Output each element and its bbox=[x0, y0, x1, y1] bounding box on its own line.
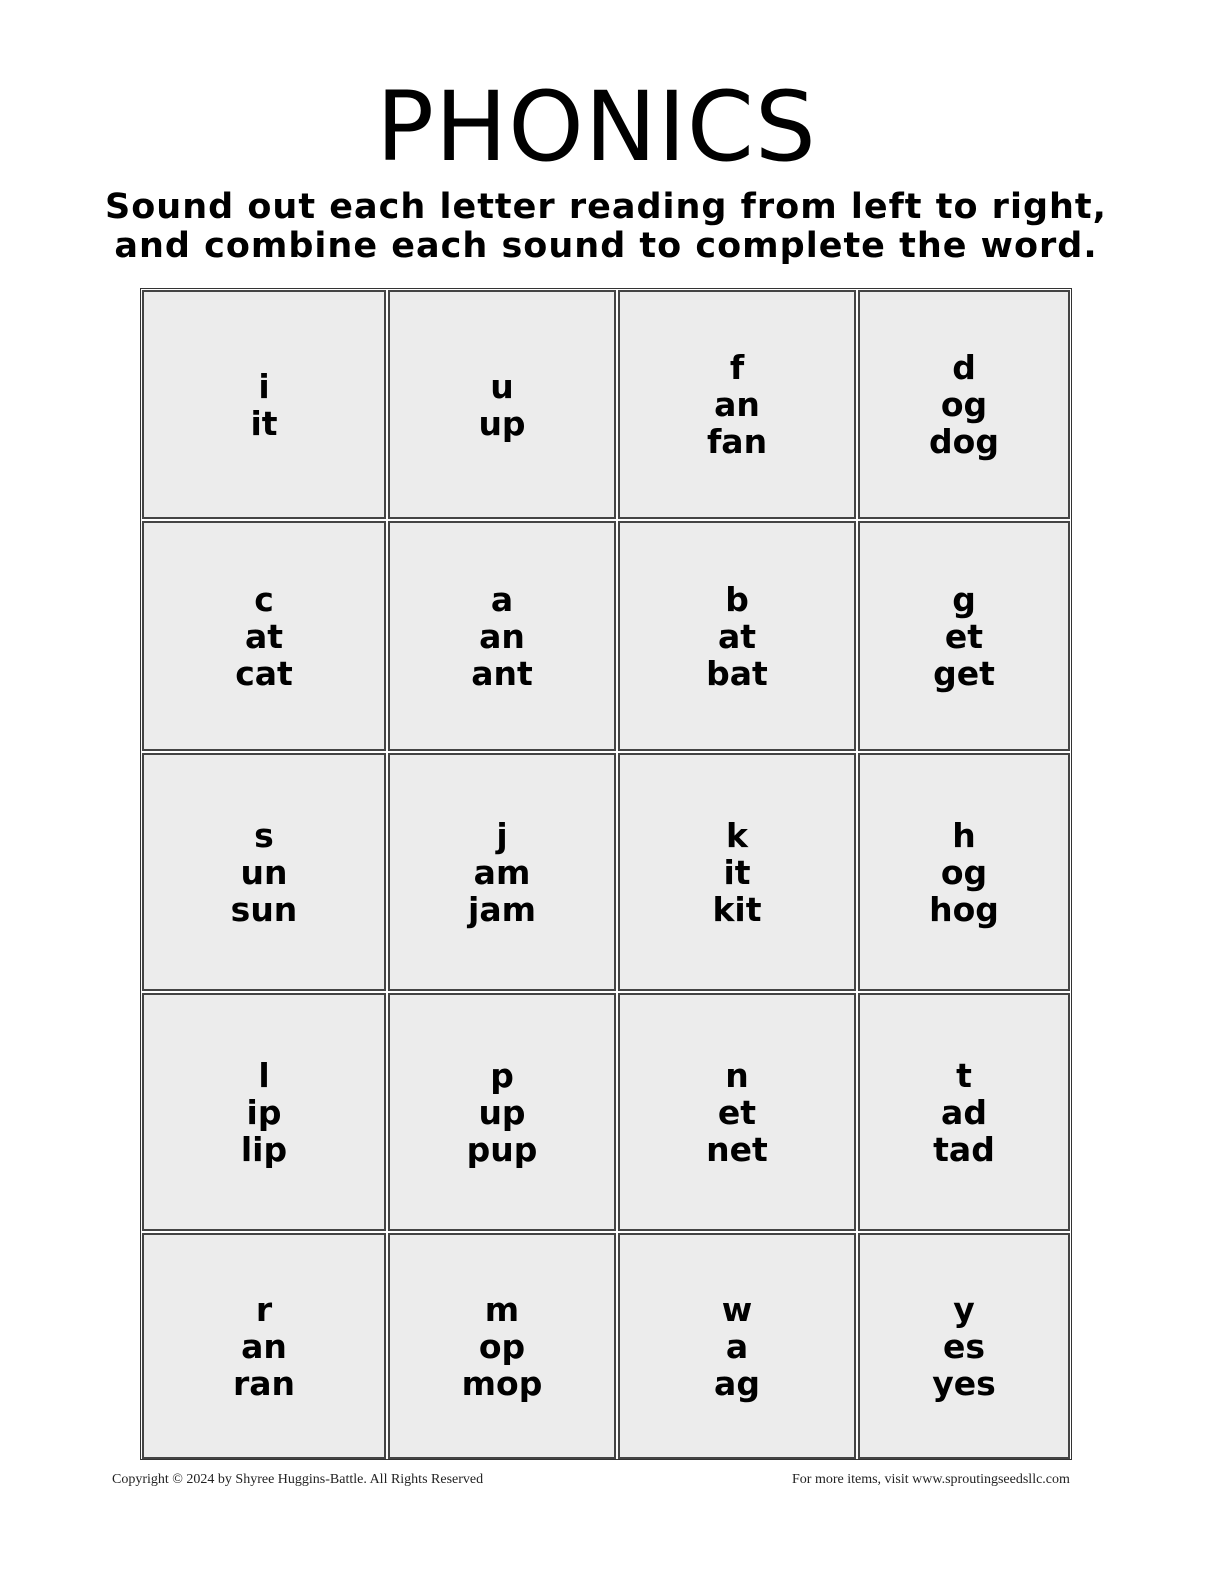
card-ending: an bbox=[714, 385, 760, 424]
phonics-card bbox=[142, 1233, 386, 1459]
instructions-line-2: and combine each sound to complete the word. bbox=[114, 226, 1098, 266]
phonics-card bbox=[618, 1233, 856, 1459]
card-word: dog bbox=[929, 422, 999, 461]
card-sound: u bbox=[490, 366, 514, 406]
card-word: fan bbox=[706, 422, 768, 461]
card-sound: b bbox=[725, 579, 749, 619]
card-ending: up bbox=[478, 403, 526, 443]
phonics-card bbox=[388, 521, 616, 751]
card-word: kit bbox=[712, 889, 762, 929]
card-ending: it bbox=[723, 852, 751, 892]
card-ending: it bbox=[250, 403, 278, 443]
card-word: yes bbox=[932, 1363, 996, 1403]
card-ending: ip bbox=[246, 1092, 282, 1132]
card-word: mop bbox=[461, 1363, 543, 1403]
card-ending: up bbox=[478, 1092, 526, 1132]
phonics-card bbox=[858, 290, 1070, 519]
card-sound: w bbox=[721, 1289, 753, 1329]
phonics-card bbox=[142, 753, 386, 991]
card-ending: et bbox=[944, 616, 984, 656]
phonics-card bbox=[858, 753, 1070, 991]
card-ending: et bbox=[717, 1092, 757, 1132]
card-word: net bbox=[706, 1129, 768, 1169]
phonics-card bbox=[388, 753, 616, 991]
card-word: sun bbox=[230, 889, 298, 929]
phonics-card bbox=[858, 1233, 1070, 1459]
card-sound: l bbox=[258, 1055, 270, 1095]
page-title: PHONICS bbox=[376, 71, 817, 183]
card-sound: r bbox=[255, 1289, 273, 1329]
phonics-card bbox=[618, 993, 856, 1231]
card-sound: s bbox=[254, 815, 274, 855]
card-sound: d bbox=[952, 348, 976, 387]
card-sound: c bbox=[254, 579, 274, 619]
card-sound: y bbox=[953, 1289, 975, 1329]
phonics-card bbox=[858, 521, 1070, 751]
card-word: ag bbox=[714, 1363, 760, 1403]
card-ending: an bbox=[479, 616, 525, 656]
card-word: cat bbox=[235, 653, 293, 693]
card-ending: og bbox=[940, 385, 988, 424]
card-word: hog bbox=[929, 889, 999, 929]
card-ending: an bbox=[241, 1326, 287, 1366]
card-sound: t bbox=[956, 1055, 972, 1095]
card-ending: op bbox=[478, 1326, 526, 1366]
phonics-card bbox=[388, 993, 616, 1231]
card-ending: at bbox=[717, 616, 757, 656]
phonics-card bbox=[142, 993, 386, 1231]
card-sound: k bbox=[726, 815, 748, 855]
phonics-card bbox=[388, 290, 616, 519]
card-sound: n bbox=[725, 1055, 749, 1095]
card-ending: ad bbox=[941, 1092, 987, 1132]
card-word: tad bbox=[933, 1129, 995, 1169]
card-sound: f bbox=[729, 348, 745, 387]
card-sound: h bbox=[952, 815, 976, 855]
card-word: pup bbox=[466, 1129, 538, 1169]
card-ending: es bbox=[942, 1326, 986, 1366]
phonics-card bbox=[618, 290, 856, 519]
card-sound: a bbox=[490, 579, 514, 619]
card-sound: g bbox=[952, 579, 976, 619]
card-ending: og bbox=[940, 852, 988, 892]
website-notice: For more items, visit www.sproutingseedsllc.com bbox=[792, 1472, 1070, 1487]
phonics-card-grid bbox=[140, 288, 1072, 1460]
phonics-card bbox=[142, 521, 386, 751]
instructions-line-1: Sound out each letter reading from left to right, bbox=[105, 187, 1107, 227]
card-sound: p bbox=[490, 1055, 514, 1095]
card-ending: a bbox=[725, 1326, 749, 1366]
card-ending: un bbox=[240, 852, 288, 892]
copyright-notice: Copyright © 2024 by Shyree Huggins-Battle. All Rights Reserved bbox=[112, 1472, 484, 1487]
instructions bbox=[0, 188, 1212, 266]
card-word: jam bbox=[468, 889, 536, 929]
card-sound: m bbox=[484, 1289, 520, 1329]
phonics-card bbox=[388, 1233, 616, 1459]
phonics-card bbox=[142, 290, 386, 519]
card-ending: at bbox=[244, 616, 284, 656]
phonics-card bbox=[618, 521, 856, 751]
card-sound: j bbox=[496, 815, 508, 855]
card-word: lip bbox=[240, 1129, 288, 1169]
card-ending: am bbox=[473, 852, 531, 892]
phonics-card bbox=[858, 993, 1070, 1231]
card-word: ant bbox=[471, 653, 533, 693]
card-word: ran bbox=[232, 1363, 296, 1403]
card-word: get bbox=[933, 653, 995, 693]
card-word: bat bbox=[706, 653, 768, 693]
phonics-card bbox=[618, 753, 856, 991]
card-sound: i bbox=[258, 366, 270, 406]
